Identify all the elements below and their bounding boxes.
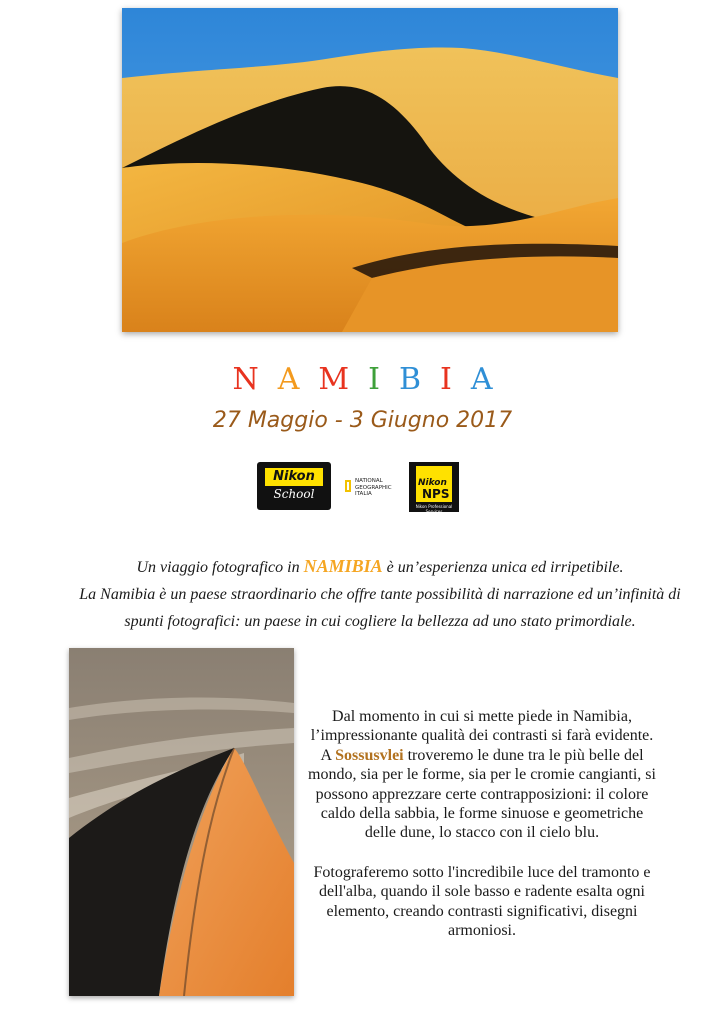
sossusvlei-highlight: Sossusvlei: [335, 746, 404, 764]
body-paragraph-1: Dal momento in cui si mette piede in Namibia, l’impressionante qualità dei contrasti si farà evidente. A Sossusvlei troveremo le dune tra le più belle del mondo, sia per le forme, sia per le cromie cangianti, si possono apprezzare certe contrapposizioni: il colore caldo della sabbia, le forme sinuose e geometriche delle dune, lo stacco con il cielo blu.: [308, 708, 656, 842]
title-letter: A: [470, 362, 512, 397]
title-letter: I: [440, 362, 471, 397]
namibia-highlight: NAMIBIA: [303, 556, 383, 576]
title-letter: M: [318, 362, 369, 397]
body-paragraph-2: Fotograferemo sotto l'incredibile luce del tramonto e dell'alba, quando il sole basso e radente esalta ogni elemento, creando contrasti significativi, disegni armoniosi.: [313, 863, 651, 940]
intro-text: [60, 553, 700, 635]
page-title: [0, 362, 725, 397]
title-letter: A: [277, 362, 319, 397]
intro-line-2: La Namibia è un paese straordinario che offre tante possibilità di narrazione ed un’infinità di spunti fotografici: un paese in cui cogliere la bellezza ad uno stato primordiale.: [79, 586, 681, 630]
intro-line-1: Un viaggio fotografico in NAMIBIA è un’esperienza unica ed irripetibile.: [136, 556, 624, 576]
hero-dunes-photo: [122, 8, 618, 332]
title-letter: N: [232, 362, 278, 397]
title-letter: B: [398, 362, 440, 397]
title-letter: I: [368, 362, 399, 397]
natgeo-line1: NATIONAL: [355, 478, 383, 484]
school-text: School: [273, 487, 315, 501]
yellow-frame-icon: [345, 480, 351, 492]
nikon-brand-text: Nikon: [265, 468, 323, 486]
sponsor-logos: [0, 462, 725, 512]
nps-caption: Nikon Professional Services: [415, 504, 453, 514]
national-geographic-logo: [345, 478, 405, 500]
natgeo-line2: GEOGRAPHIC: [355, 484, 392, 491]
nps-brand-text: Nikon: [418, 478, 447, 488]
dune-ridge-photo: [69, 648, 294, 996]
natgeo-line3: ITALIA: [355, 491, 372, 497]
dune-ridge-illustration: [69, 648, 294, 996]
nikon-school-logo: [257, 462, 331, 510]
nikon-nps-logo: [409, 462, 459, 512]
body-text: [306, 707, 658, 960]
nps-name-text: NPS: [422, 487, 450, 501]
event-dates: 27 Maggio - 3 Giugno 2017: [212, 408, 513, 433]
nps-yellow-box: [416, 466, 452, 502]
dunes-illustration: [122, 8, 618, 332]
